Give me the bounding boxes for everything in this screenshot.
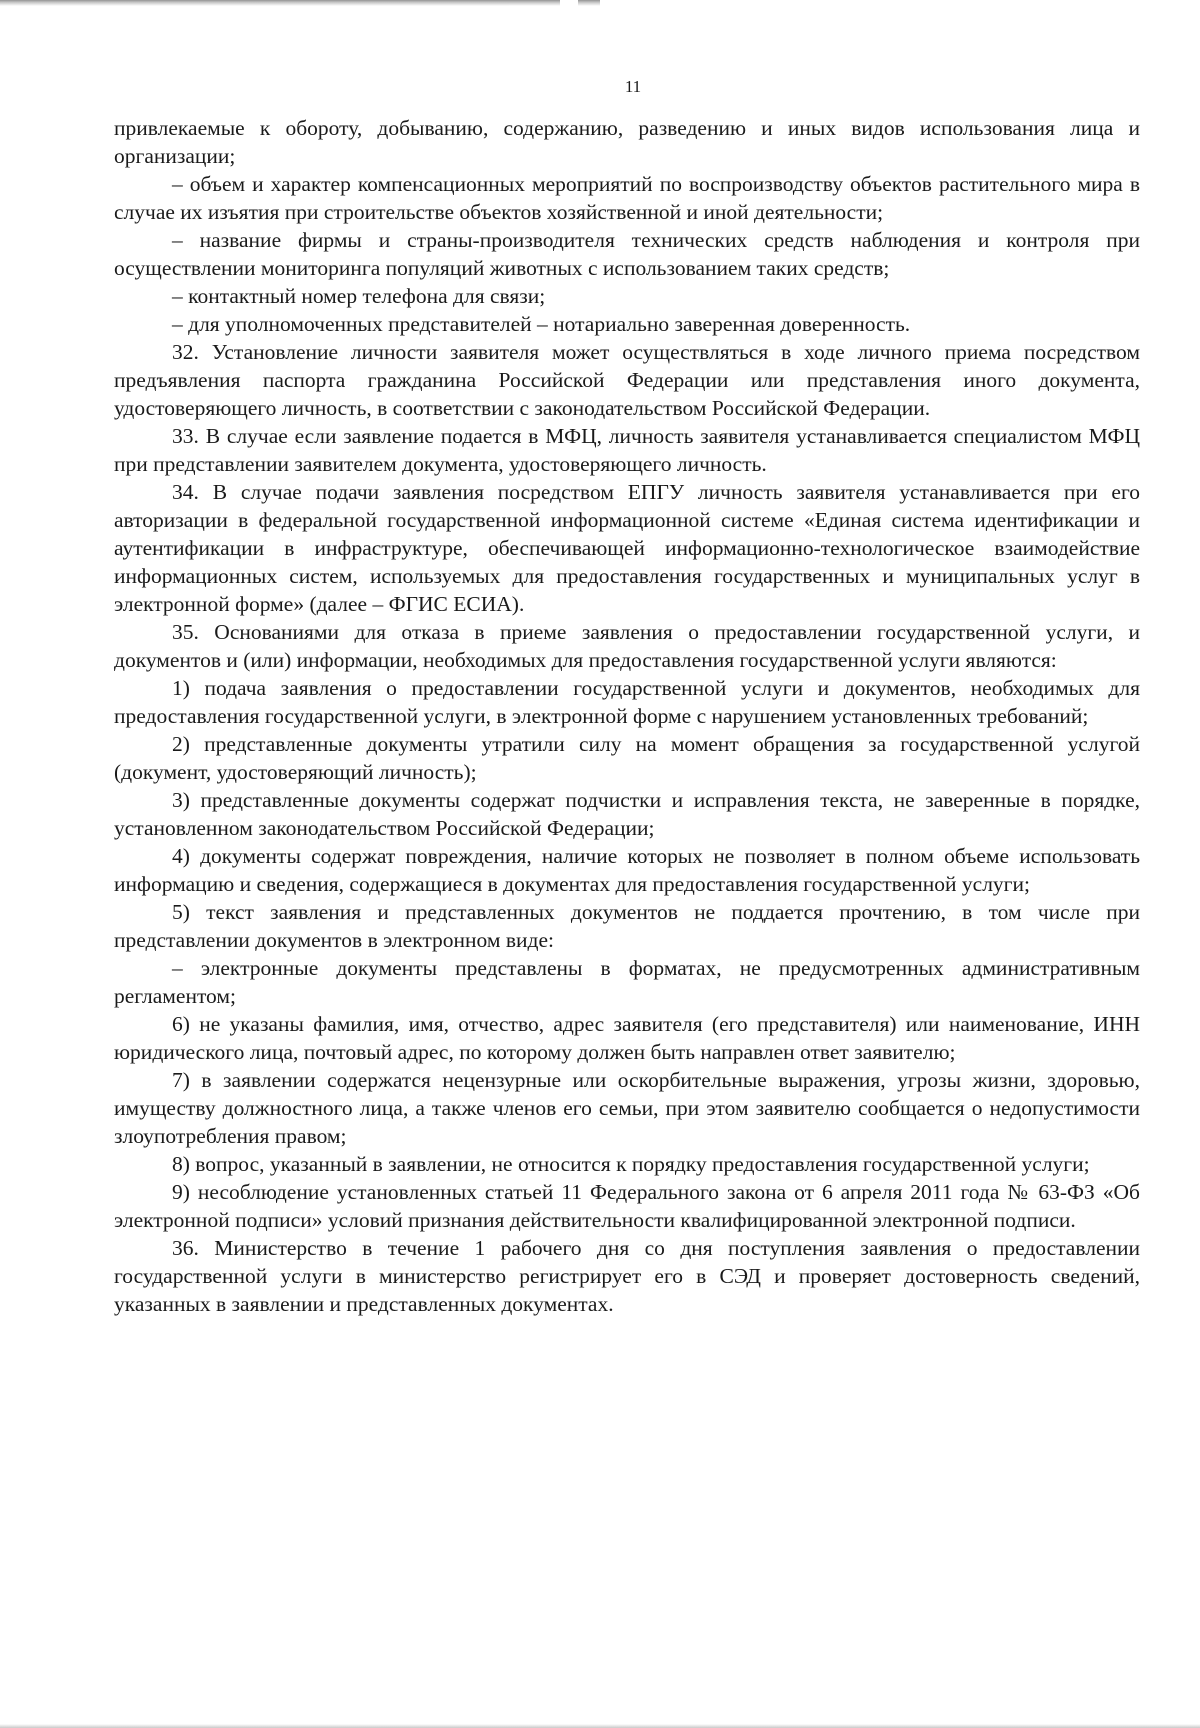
list-item-5-subitem: – электронные документы представлены в форматах, не предусмотренных административным регламентом; xyxy=(114,956,1140,1008)
list-item-1: 1) подача заявления о предоставлении государственной услуги и документов, необходимых для предоставления государственной услуги, в электронной форме с нарушением установленных требований; xyxy=(114,676,1140,728)
document-page xyxy=(114,76,1140,1318)
list-item-6: 6) не указаны фамилия, имя, отчество, адрес заявителя (его представителя) или наименование, ИНН юридического лица, почтовый адрес, по которому должен быть направлен ответ заявителю; xyxy=(114,1012,1140,1064)
paragraph-contact-phone: – контактный номер телефона для связи; xyxy=(172,284,546,308)
paragraph-32: 32. Установление личности заявителя может осуществляться в ходе личного приема посредством предъявления паспорта гражданина Российской Федерации или представления иного документа, удостоверяющего личность, в соответствии с законодательством Российской Федерации. xyxy=(114,340,1140,420)
scan-edge-top xyxy=(0,0,1200,6)
paragraph-35: 35. Основаниями для отказа в приеме заявления о предоставлении государственной услуги, и документов и (или) информации, необходимых для предоставления государственной услуги являются: xyxy=(114,620,1140,672)
paragraph-33: 33. В случае если заявление подается в МФЦ, личность заявителя устанавливается специалистом МФЦ при представлении заявителем документа, удостоверяющего личность. xyxy=(114,424,1140,476)
list-item-7: 7) в заявлении содержатся нецензурные или оскорбительные выражения, угрозы жизни, здоровью, имуществу должностного лица, а также членов его семьи, при этом заявителю сообщается о недопустимости злоупотребления правом; xyxy=(114,1068,1140,1148)
paragraph-34: 34. В случае подачи заявления посредством ЕПГУ личность заявителя устанавливается при его авторизации в федеральной государственной информационной системе «Единая система идентификации и аутентификации в инфраструктуре, обеспечивающей информационно-технологическое взаимодействие информационных систем, используемых для предоставления государственных и муниципальных услуг в электронной форме» (далее – ФГИС ЕСИА). xyxy=(114,480,1140,616)
scan-edge-bottom xyxy=(0,1724,1200,1728)
list-item-8: 8) вопрос, указанный в заявлении, не относится к порядку предоставления государственной услуги; xyxy=(172,1152,1090,1176)
paragraph-power-of-attorney: – для уполномоченных представителей – нотариально заверенная доверенность. xyxy=(172,312,911,336)
paragraph-continuation: привлекаемые к обороту, добыванию, содержанию, разведению и иных видов использования лица и организации; xyxy=(114,116,1140,168)
page-number: 11 xyxy=(624,77,642,96)
paragraph-compensation-measures: – объем и характер компенсационных мероприятий по воспроизводству объектов растительного мира в случае их изъятия при строительстве объектов хозяйственной и иной деятельности; xyxy=(114,172,1140,224)
paragraph-36: 36. Министерство в течение 1 рабочего дня со дня поступления заявления о предоставлении государственной услуги в министерство регистрирует его в СЭД и проверяет достоверность сведений, указанных в заявлении и представленных документах. xyxy=(114,1236,1140,1316)
list-item-2: 2) представленные документы утратили силу на момент обращения за государственной услугой (документ, удостоверяющий личность); xyxy=(114,732,1140,784)
paragraph-manufacturer: – название фирмы и страны-производителя технических средств наблюдения и контроля при осуществлении мониторинга популяций животных с использованием таких средств; xyxy=(114,228,1140,280)
list-item-4: 4) документы содержат повреждения, наличие которых не позволяет в полном объеме использовать информацию и сведения, содержащиеся в документах для предоставления государственной услуги; xyxy=(114,844,1140,896)
list-item-3: 3) представленные документы содержат подчистки и исправления текста, не заверенные в порядке, установленном законодательством Российской Федерации; xyxy=(114,788,1140,840)
list-item-5: 5) текст заявления и представленных документов не поддается прочтению, в том числе при представлении документов в электронном виде: xyxy=(114,900,1140,952)
list-item-9: 9) несоблюдение установленных статьей 11 Федерального закона от 6 апреля 2011 года № 63-ФЗ «Об электронной подписи» условий признания действительности квалифицированной электронной подписи. xyxy=(114,1180,1140,1232)
